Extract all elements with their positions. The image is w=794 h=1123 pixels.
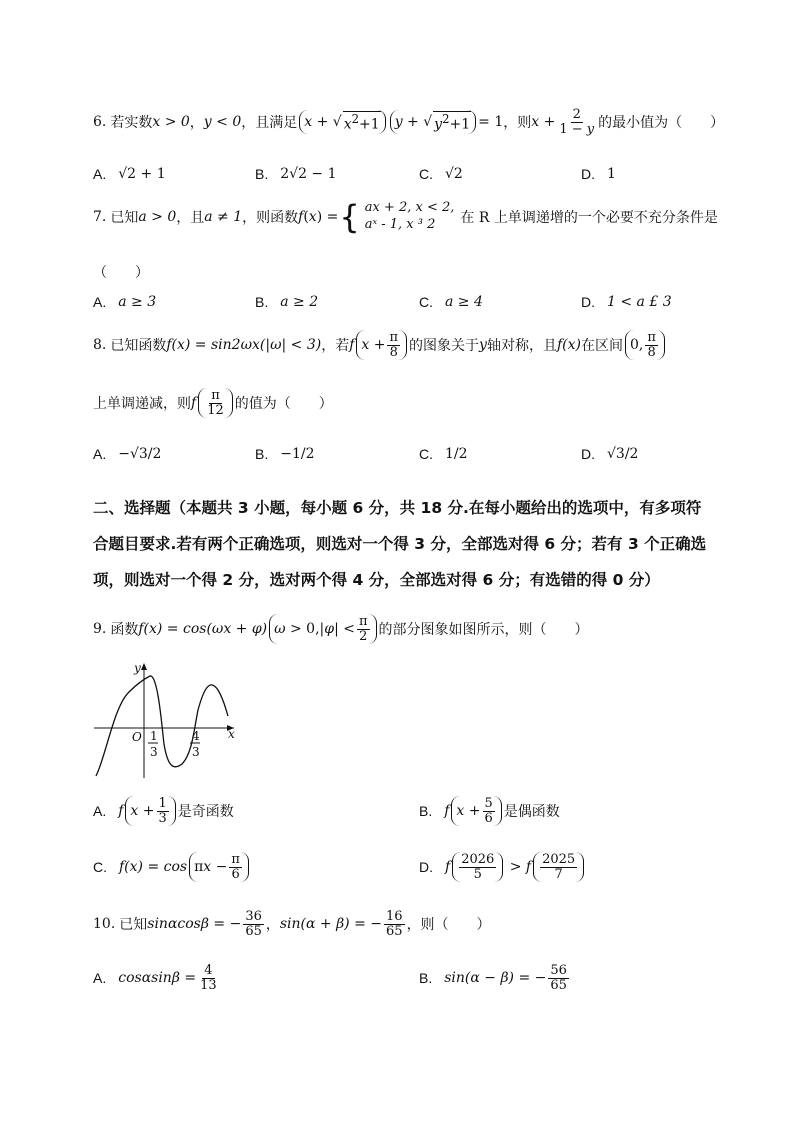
q6-equals: = 1 <box>478 114 504 131</box>
q8-shift-arg: x + π 8 <box>356 330 407 360</box>
q10-text-1: 已知 <box>119 917 148 934</box>
q8-text-3: 的图象关于 <box>409 338 480 355</box>
piece-1: ax + 2, x < 2, <box>364 200 455 215</box>
option-d[interactable]: D. 1 < a £ 3 <box>581 294 672 310</box>
option-a[interactable]: A. −√3/2 <box>93 446 162 462</box>
q10-comma: ， <box>265 917 280 934</box>
q6-condition-x: x > 0 <box>152 114 190 131</box>
q6-factor-y: y + √ $y^2+1$ <box>390 110 476 134</box>
question-7: 7. 已知 a > 0 ，且 a ≠ 1 ，则函数 f ( x ) = { ax + 2, x < 2, aˣ - 1, x ³ 2 在 R 上单调递增的一个必要不充分条件是 <box>93 197 718 236</box>
option-b[interactable]: B. −1/2 <box>255 446 315 462</box>
q6-factor-x: x + √ $x^2+1$ <box>299 110 385 134</box>
option-d[interactable]: D. f 2026 5 > f 2025 7 <box>419 852 586 882</box>
option-c[interactable]: C. f(x) = cos π x − π 6 <box>93 852 251 882</box>
q7-text-4: 在 R 上单调递增的一个必要不充分条件是 <box>460 209 718 226</box>
q7-text-3: ，则函数 <box>242 209 299 226</box>
svg-text:3: 3 <box>150 745 158 759</box>
q9-text-1: 函数 <box>110 622 139 639</box>
q8-text-4: 轴对称，且 <box>486 338 557 355</box>
q7-cond-2: a ≠ 1 <box>204 208 243 225</box>
option-a[interactable]: A. cosαsinβ = $\frac{4}{13}$ <box>93 963 217 993</box>
q10-given-2: sin(α + β) = − <box>279 916 383 933</box>
svg-text:1: 1 <box>150 729 158 743</box>
question-6: 6. 若实数 x > 0 ， y < 0 ，且满足 x + √ $x^2+1$ y + √ $y^2+1$ = 1 ，则 x + 2 1 − y 的最小值为（ ） <box>93 107 725 137</box>
q7-cond-1: a > 0 <box>138 208 177 225</box>
q10-given-1: sinαcosβ = − <box>147 916 242 933</box>
q9-text-2: 的部分图象如图所示，则（ ） <box>378 622 589 639</box>
q8-interval: 0, π 8 <box>625 330 665 360</box>
option-d[interactable]: D. 1 <box>581 166 616 182</box>
option-c[interactable]: C. √2 <box>419 166 463 182</box>
svg-text:4: 4 <box>192 729 200 743</box>
q8-eval-arg: π 12 <box>198 388 233 418</box>
q8-text-1: 已知函数 <box>110 338 167 355</box>
piecewise-function <box>365 200 455 234</box>
question-number: 10. <box>93 916 116 933</box>
option-a[interactable]: A. f x + 1 3 是奇函数 <box>93 796 234 826</box>
question-8-line-2: 上单调递减，则 f π 12 的值为（ ） <box>93 388 333 418</box>
q6-text-4: 的最小值为（ ） <box>598 115 725 132</box>
q6-text-1: 若实数 <box>110 115 153 132</box>
q8-text-5: 在区间 <box>580 338 623 355</box>
q9-conditions: ω > 0,| φ | < π 2 <box>269 614 376 644</box>
option-b[interactable]: B. 2√2 − 1 <box>255 166 337 182</box>
question-8: 8. 已知函数 f(x) = sin2ωx(|ω| < 3) ，若 f x + π 8 的图象关于 y 轴对称，且 f(x) 在区间 0, π 8 <box>93 330 667 360</box>
q8-function: f(x) = sin2ωx(|ω| < 3) <box>166 337 322 354</box>
tick-label-one-third <box>148 729 158 759</box>
option-b[interactable]: B. f x + 5 6 是偶函数 <box>419 796 560 826</box>
x-axis-label: x <box>228 727 235 741</box>
q7-text-1: 已知 <box>110 209 139 226</box>
option-a[interactable]: A. √2 + 1 <box>93 166 166 182</box>
y-axis-label: y <box>134 661 141 675</box>
q6-condition-y: y < 0 <box>203 114 242 131</box>
option-b[interactable]: B. sin(α − β) = − $\frac{56}{65}$ <box>419 963 567 993</box>
origin-label: O <box>132 730 142 744</box>
option-d[interactable]: D. √3/2 <box>581 446 639 462</box>
q6-fraction: 2 1 − y <box>559 107 595 137</box>
q6-comma: ， <box>189 115 204 132</box>
question-number: 6. <box>93 114 107 131</box>
q7-answer-paren: （ ） <box>93 265 149 281</box>
question-9 <box>93 614 589 644</box>
q9-function: f(x) = cos(ωx + φ) <box>138 621 268 638</box>
option-c[interactable]: C. 1/2 <box>419 446 468 462</box>
question-number: 7. <box>93 208 107 225</box>
q10-text-2: ，则（ ） <box>406 917 491 934</box>
q8-fx: f(x) <box>556 337 581 354</box>
option-c[interactable]: C. a ≥ 4 <box>419 294 483 310</box>
q7-text-2: ，且 <box>176 209 205 226</box>
q8-text-2: ，若 <box>321 338 350 355</box>
y-axis-arrow <box>141 663 147 670</box>
piece-2: aˣ - 1, x ³ 2 <box>364 216 436 232</box>
piecewise-brace: { <box>339 197 360 236</box>
option-b[interactable]: B. a ≥ 2 <box>255 294 319 310</box>
cosine-graph <box>92 660 242 780</box>
q8-y-axis: y <box>479 337 487 354</box>
svg-text:3: 3 <box>192 745 200 759</box>
q6-text-3: ，则 <box>503 115 532 132</box>
q6-text-2: ，且满足 <box>241 115 298 132</box>
section-2-heading: 二、选择题（本题共 3 小题，每小题 6 分，共 18 分.在每小题给出的选项中，有多项符合题目要求.若有两个正确选项，则选对一个得 3 分，全部选对得 6 分；若有 3 个正确选项，则选对一个得 2 分，选对两个得 4 分，全部选对得 6 分；有选错的得 0 分） <box>93 499 707 589</box>
question-10: 10. 已知 sinαcosβ = − $\frac{36}{65}$ ， sin(α + β) = − $\frac{16}{65}$ ，则（ ） <box>93 909 491 939</box>
q8-text-7: 的值为（ ） <box>234 396 333 413</box>
question-number: 9. <box>93 621 107 638</box>
cosine-curve <box>96 676 228 776</box>
q8-text-6: 上单调递减，则 <box>93 396 191 413</box>
option-a[interactable]: A. a ≥ 3 <box>93 294 157 310</box>
question-number: 8. <box>93 337 107 354</box>
